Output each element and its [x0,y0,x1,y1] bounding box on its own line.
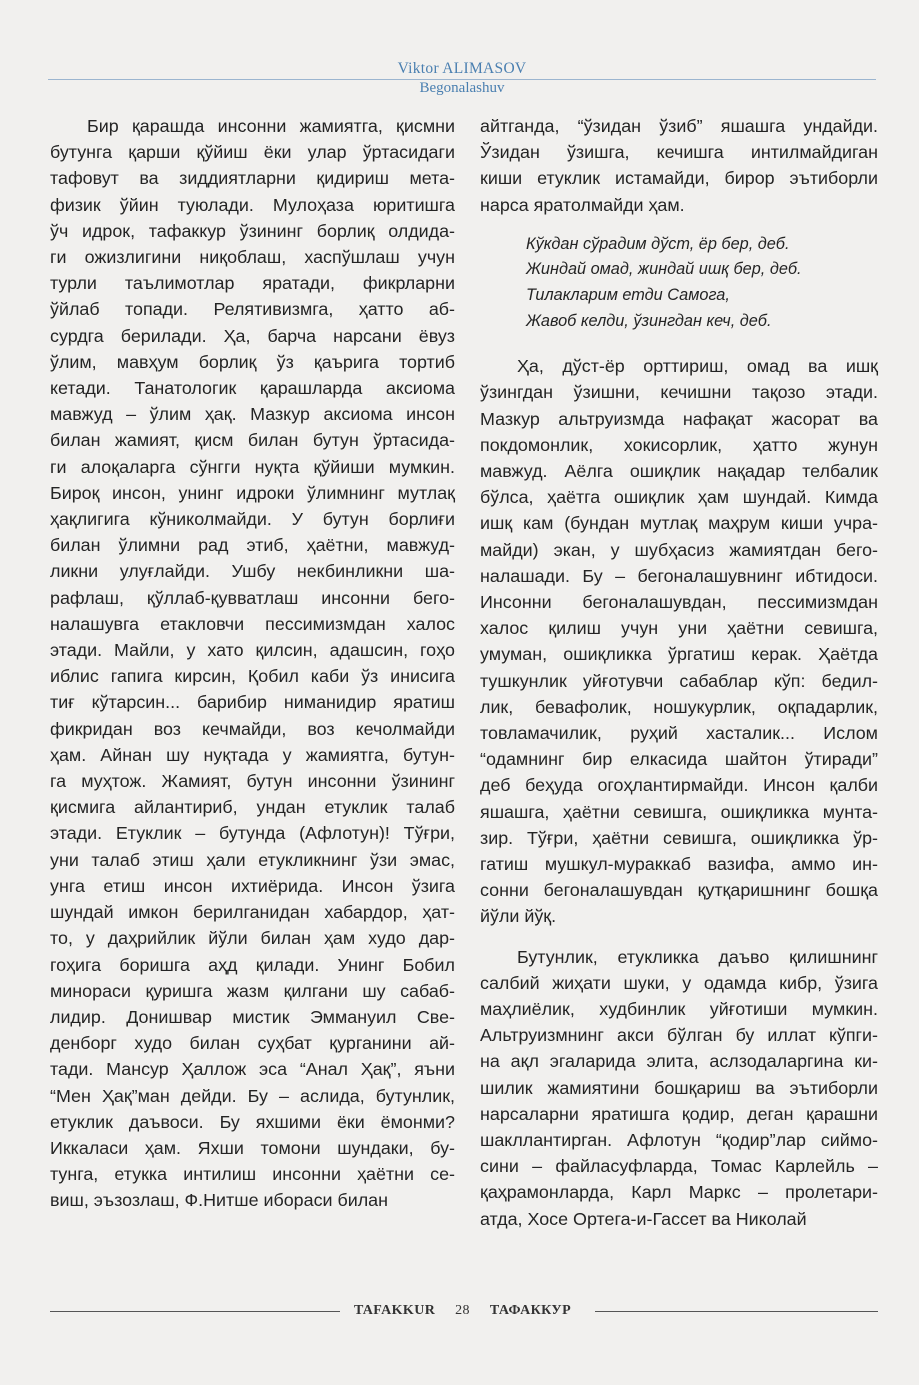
poem-line: Кўкдан сўрадим дўст, ёр бер, деб. [526,234,790,253]
text-line: тунга, етукка интилиш инсонни ҳаётни се- [50,1164,455,1185]
footer-magazine-latin: TAFAKKUR [354,1303,436,1318]
text-line: на ақл эгаларида элита, аслзодаларгина ки- [480,1051,878,1072]
text-line: гоҳига боришга аҳд қилади. Унинг Бобил [50,954,455,975]
text-line: виш, эъзозлаш, Ф.Нитше ибораси билан [50,1190,388,1211]
text-line: билан ўлимни рад этиб, ҳаётни, мавжуд- [50,535,455,556]
header-author: Viktor ALIMASOV [397,60,527,77]
text-line: сурдга берилади. Ҳа, барча нарсани ёвуз [50,325,455,346]
text-line: кетади. Танатологик қарашларда аксиома [50,378,455,399]
text-line: Бутунлик, етукликка даъво қилишнинг [517,946,878,967]
text-line: қаҳрамонларда, Карл Маркс – пролетари- [480,1182,878,1203]
left-column [50,113,455,1214]
text-line: бутунга қарши қўйиш ёки улар ўртасидаги [50,142,455,163]
text-line: покдомонлик, хокисорлик, ҳатто жунун [480,434,878,455]
text-line: минораси қуришга жазм қилгани шу сабаб- [50,980,455,1001]
text-line: тафовут ва зиддиятларни қидириш мета- [50,168,455,189]
text-line: мавжуд. Аёлга ошиқлик нақадар телбалик [480,461,878,481]
text-line: Ҳа, дўст-ёр орттириш, омад ва ишқ [517,356,878,377]
text-line: йўли йўқ. [480,906,557,927]
text-line: ишқ кам (бундан мутлақ маҳрум киши учра- [480,513,878,534]
right-column [480,113,878,1232]
text-line: ҳақлигига кўниколмайди. У бутун борлиғи [50,509,455,530]
text-line: Иккаласи ҳам. Яхши томони шундаки, бу- [50,1137,455,1158]
text-line: Инсонни бегоналашувдан, пессимизмдан [480,592,878,613]
text-line: фикридан воз кечмайди, воз кечолмайди [50,718,455,739]
text-line: этади. Майли, у хато қилсин, адашсин, гоҳо [50,640,455,661]
text-line: халос қилиш учун уни ҳаётни севишга, [480,618,878,639]
text-line: ликни улуғлайди. Ушбу некбинликни ша- [50,561,455,582]
text-line: шилик жамиятини бошқариш ва эътиборли [480,1077,878,1098]
text-line: рафлаш, қўллаб-қувватлаш инсонни бего- [50,587,455,608]
text-line: киши етуклик истамайди, бирор эътиборли [480,168,878,189]
footer-magazine-cyrillic: ТАФАККУР [489,1303,572,1318]
text-line: мавжуд – ўлим ҳақ. Мазкур аксиома инсон [50,404,455,425]
text-line: иблис гапига кирсин, Қобил каби ўз инисига [50,666,455,687]
header-rule [48,79,876,80]
running-header [48,60,876,97]
page-footer [50,1300,878,1322]
text-line: “Мен Ҳақ”ман дейди. Бу – аслида, бутунлик, [50,1085,455,1106]
text-line: Альтруизмнинг акси бўлган бу иллат кўпги- [480,1025,878,1046]
text-line: Бироқ инсон, унинг идроки ўлимнинг мутлақ [50,482,455,503]
text-line: бўлса, ҳаётга ошиқлик ҳам шундай. Кимда [480,487,878,508]
text-line: шундай имкон берилганидан хабардор, ҳат- [50,902,455,923]
text-line: Мазкур альтруизмда нафақат жасорат ва [480,408,878,429]
poem-line: Жиндай омад, жиндай ишқ бер, деб. [526,260,802,279]
text-line: майди) экан, у шубҳасиз жамиятдан бего- [480,539,878,560]
page-number: 28 [455,1303,470,1318]
poem-line: Тилакларим етди Самога, [526,286,730,304]
text-line: физик ўйин туюлади. Мулоҳаза юритишга [50,194,455,215]
paragraph [480,353,878,929]
text-line: маҳлиёлик, худбинлик уйғотиши мумкин. [480,999,878,1020]
paragraph [480,944,878,1232]
text-line: ўйлаб топади. Релятивизмга, ҳатто аб- [50,299,455,320]
text-line: ги ожизлигини ниқоблаш, хаспўшлаш учун [50,247,455,268]
text-line: этади. Етуклик – бутунда (Афлотун)! Тўғри, [50,823,455,844]
text-line: нарса яратолмайди ҳам. [480,194,685,215]
poem [526,232,878,334]
text-line: денборг худо билан суҳбат қурганини ай- [50,1033,455,1054]
text-line: турли таълимотлар яратади, фикрларни [50,273,455,294]
text-line: сонни бегоналашувдан қутқаришнинг бошқа [480,880,878,901]
text-line: ўлим, мавҳум борлиқ ўз қаърига тортиб [50,351,455,372]
text-line: нарсаларни яратишга қодир, деган қарашни [480,1103,878,1124]
text-line: сини – файласуфларда, Томас Карлейль – [480,1156,878,1177]
text-line: билан жамият, қисм билан бутун ўртасида- [50,430,455,451]
text-line: ўзингдан ўзишни, кечишни тақозо этади. [480,382,878,403]
text-line: зир. Тўғри, ҳаётни севишга, ошиқликка ўр- [480,827,878,848]
text-line: яшашга, ҳаётни севишга, ошиқликка мунта- [480,801,878,822]
paragraph [50,113,455,1214]
text-line: то, у даҳрийлик йўли билан ҳам худо дар- [50,928,455,949]
text-line: “одамнинг бир елкасида шайтон ўтиради” [480,749,878,770]
text-line: салбий жиҳати шуки, у одамда кибр, ўзига [480,972,878,993]
footer-label [346,1303,579,1319]
poem-line: Жавоб келди, ўзингдан кеч, деб. [526,311,772,330]
text-line: ўч идрок, тафаккур ўзининг борлиқ олдида- [50,220,455,241]
text-line: айтганда, “ўзидан ўзиб” яшашга ундайди. [480,116,878,136]
text-line: гатиш мушкул-мураккаб вазифа, аммо ин- [480,854,878,875]
text-line: лидир. Донишвар мистик Эммануил Све- [50,1006,455,1027]
text-line: лик, бевафолик, ношукурлик, оқпадарлик, [480,696,878,717]
text-line: Ўзидан ўзишга, кечишга интилмайдиган [480,142,878,163]
text-line: унга етиш инсон ихтиёрида. Инсон ўзига [50,875,455,896]
text-line: тиғ кўтарсин... барибир ниманидир яратиш [50,692,455,713]
right-paragraphs [480,353,878,1232]
text-line: га муҳтож. Жамият, бутун инсонни ўзининг [50,771,455,792]
text-line: товламачилик, руҳий хасталик... Ислом [480,723,878,744]
text-line: налашади. Бу – бегоналашувнинг ибтидоси. [480,565,878,586]
text-line: етуклик даъвоси. Бу яхшими ёки ёмонми? [50,1111,455,1132]
text-line: тади. Мансур Ҳаллож эса “Анал Ҳақ”, яъни [50,1059,455,1080]
text-line: шакллантирган. Афлотун “қодир”лар сиймо- [480,1130,878,1151]
text-line: тушкунлик уйғотувчи сабаблар кўп: бедил- [480,670,878,691]
footer-rule-right [595,1311,878,1312]
text-line: қисмига айлантириб, ундан етуклик талаб [50,797,455,818]
text-line: деб беҳуда огоҳлантирмайди. Инсон қалби [480,775,878,796]
text-line: атда, Хосе Ортега-и-Гассет ва Николай [480,1208,807,1229]
text-line: умуман, ошиқликка ўргатиш керак. Ҳаётда [480,644,878,665]
footer-rule-left [50,1311,340,1312]
text-line: Бир қарашда инсонни жамиятга, қисмни [87,116,455,136]
text-line: ги алоқаларга сўнгги нуқта қўйиши мумкин. [50,456,455,477]
paragraph [480,113,878,218]
header-title: Begonalashuv [419,80,505,96]
text-line: ҳам. Айнан шу нуқтада у жамиятга, бутун- [50,744,455,765]
text-line: уни талаб этиш ҳали етукликнинг ўзи эмас, [50,849,455,870]
text-line: налашувга етакловчи пессимизмдан халос [50,613,455,634]
